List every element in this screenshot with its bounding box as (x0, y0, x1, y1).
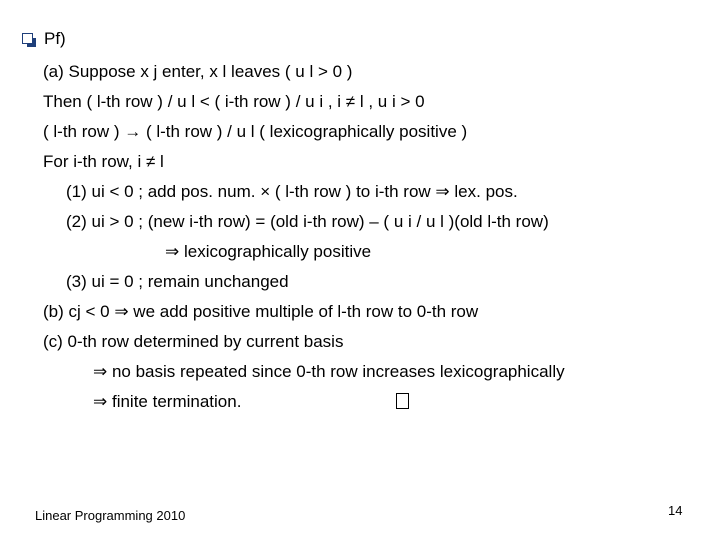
case-1: (1) ui < 0 ; add pos. num. × ( l-th row ) to i-th row ⇒ lex. pos. (66, 182, 518, 201)
finite-termination-text: ⇒ finite termination. (93, 392, 242, 411)
proof-heading: Pf) (44, 29, 66, 48)
line-lth-row: ( l-th row ) → ( l-th row ) / u l ( lexicographically positive ) (43, 122, 468, 141)
line-no-basis-repeated: ⇒ no basis repeated since 0-th row increases lexicographically (93, 362, 565, 381)
line-finite-termination (93, 392, 409, 412)
case-2-conclusion: ⇒ lexicographically positive (165, 242, 372, 261)
line-a: (a) Suppose x j enter, x l leaves ( u l > 0 ) (43, 62, 353, 81)
checkbox-bullet-icon (22, 33, 33, 44)
line-c: (c) 0-th row determined by current basis (43, 332, 344, 351)
case-3: (3) ui = 0 ; remain unchanged (66, 272, 289, 291)
page-number: 14 (668, 503, 683, 518)
case-2: (2) ui > 0 ; (new i-th row) = (old i-th row) – ( u i / u l )(old l-th row) (66, 212, 549, 231)
qed-box-icon (396, 393, 409, 409)
line-then: Then ( l-th row ) / u l < ( i-th row ) / u i , i ≠ l , u i > 0 (43, 92, 425, 111)
line-for-ith-row: For i-th row, i ≠ l (43, 152, 164, 171)
line-b: (b) cj < 0 ⇒ we add positive multiple of l-th row to 0-th row (43, 302, 479, 321)
footer-course: Linear Programming 2010 (35, 508, 186, 523)
